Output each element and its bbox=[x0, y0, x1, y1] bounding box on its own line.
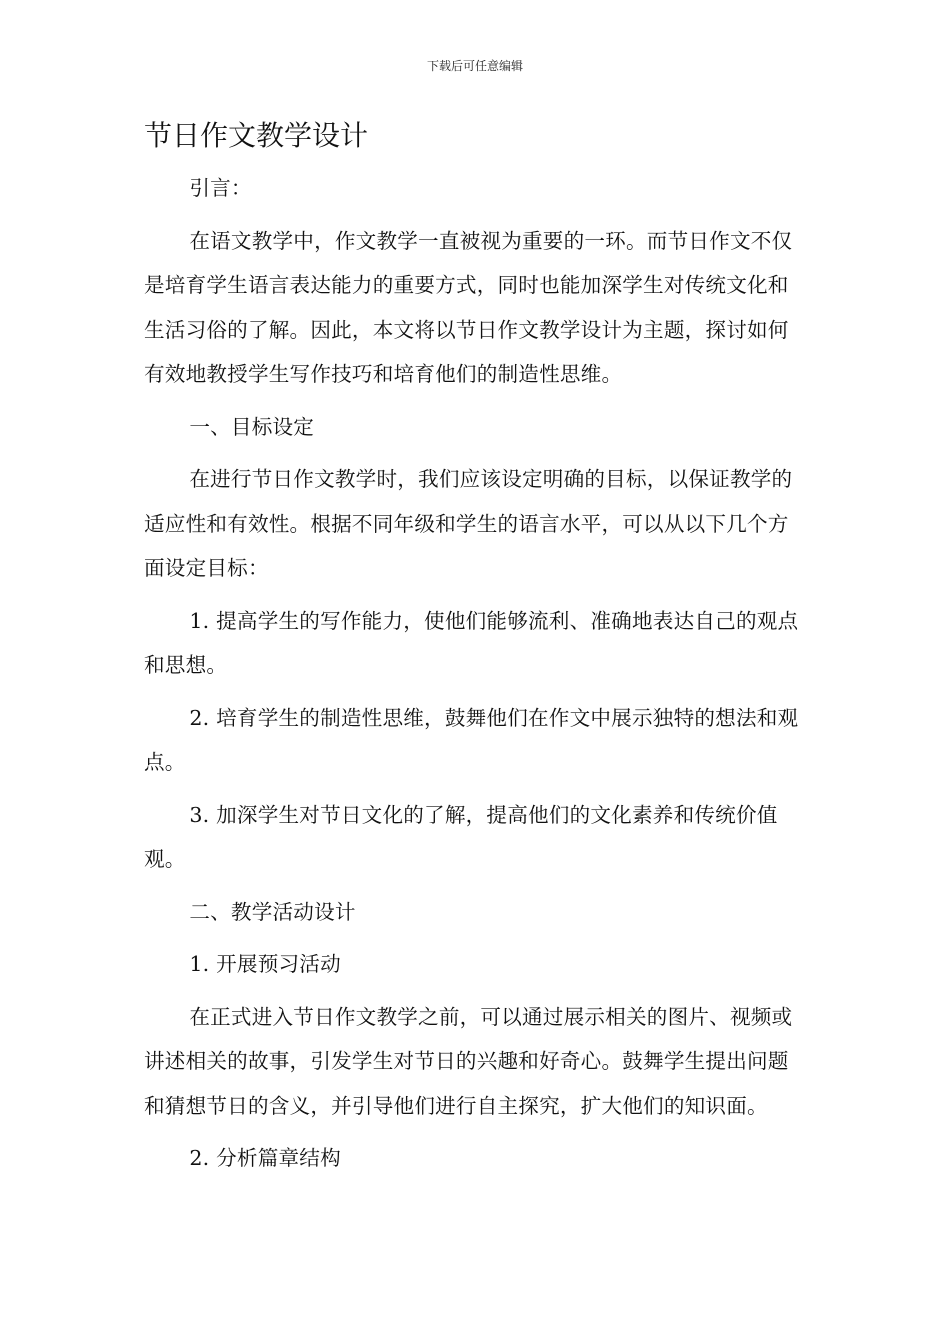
document-title: 节日作文教学设计 bbox=[144, 119, 369, 152]
paragraph-goals: 在进行节日作文教学时，我们应该设定明确的目标，以保证教学的适应性和有效性。根据不同年级和学生的语言水平，可以从以下几个方面设定目标： bbox=[144, 467, 793, 580]
header-note: 下载后可任意编辑 bbox=[426, 59, 523, 73]
paragraph-preview-activity: 在正式进入节日作文教学之前，可以通过展示相关的图片、视频或讲述相关的故事，引发学生对节日的兴趣和好奇心。鼓舞学生提出问题和猜想节日的含义，并引导他们进行自主探究，扩大他们的知识面。 bbox=[144, 1004, 793, 1118]
section-heading-activities: 二、教学活动设计 bbox=[189, 899, 356, 924]
document-body bbox=[144, 166, 808, 1189]
subheading-preview-activity: 1. 开展预习活动 bbox=[189, 952, 341, 976]
paragraph-intro-label: 引言： bbox=[189, 176, 252, 200]
list-item-goal-3: 3. 加深学生对节日文化的了解，提高他们的文化素养和传统价值观。 bbox=[144, 802, 778, 871]
list-item-goal-1: 1. 提高学生的写作能力，使他们能够流利、准确地表达自己的观点和思想。 bbox=[144, 608, 799, 677]
section-heading-goals: 一、目标设定 bbox=[189, 414, 315, 439]
subheading-structure-analysis: 2. 分析篇章结构 bbox=[189, 1146, 341, 1170]
list-item-goal-2: 2. 培育学生的制造性思维，鼓舞他们在作文中展示独特的想法和观点。 bbox=[144, 705, 799, 774]
paragraph-intro: 在语文教学中，作文教学一直被视为重要的一环。而节日作文不仅是培育学生语言表达能力的重要方式，同时也能加深学生对传统文化和生活习俗的了解。因此，本文将以节日作文教学设计为主题，探讨如何有效地教授学生写作技巧和培育他们的制造性思维。 bbox=[144, 228, 793, 386]
